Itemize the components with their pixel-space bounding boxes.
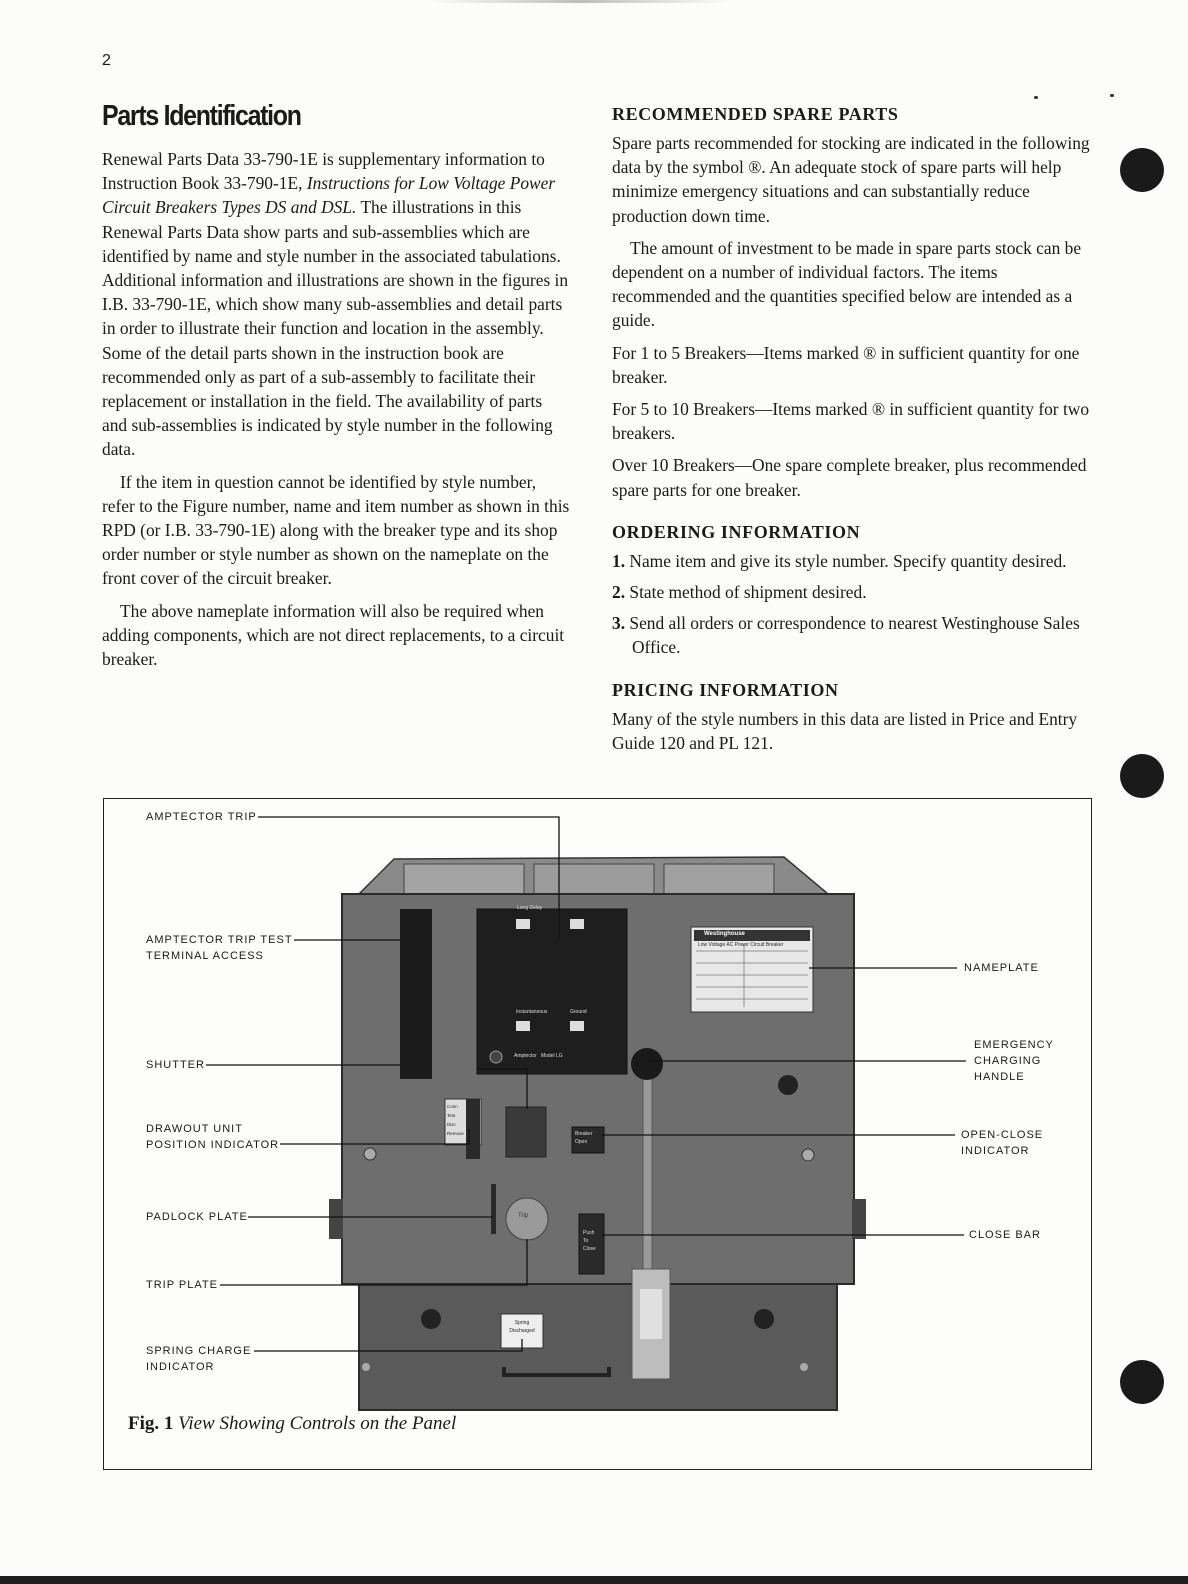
ordering-heading: ORDERING INFORMATION (612, 521, 861, 542)
scan-speck (1110, 94, 1114, 97)
nameplate-paragraph: The above nameplate information will also be required when adding components, which are not direct replacements, to a circuit breaker. (102, 600, 565, 670)
trip-switch-4 (570, 1021, 584, 1031)
callout-drawout-position: DRAWOUT UNIT POSITION INDICATOR (146, 1123, 280, 1151)
top-cover-right (664, 864, 774, 894)
nameplate-title: Low Voltage AC Power Circuit Breaker (698, 942, 784, 948)
charging-handle-grip (640, 1289, 662, 1339)
book-title: Instructions for Low Voltage Power Circuit Breakers Types DS and DSL. (102, 173, 556, 218)
position-slot (466, 1099, 480, 1159)
trip-dial (490, 1051, 502, 1063)
nameplate-brand: Westinghouse (704, 931, 745, 937)
lower-screw-left (362, 1363, 370, 1371)
callout-padlock-plate: PADLOCK PLATE (146, 1211, 248, 1223)
side-mount-left (329, 1199, 343, 1239)
callout-amptector-trip: AMPTECTOR TRIP (146, 811, 257, 823)
trip-switch-1 (516, 919, 530, 929)
spare-parts-heading: RECOMMENDED SPARE PARTS (612, 104, 899, 124)
callout-spring-charge: SPRING CHARGE INDICATOR (146, 1345, 252, 1373)
intro-text-1: Renewal Parts Data 33-790-1E is supplementary information to Instruction Book 33-790-1E, (102, 149, 545, 194)
lower-knob-left (421, 1309, 441, 1329)
panel-screw-left (364, 1148, 376, 1160)
lower-frame (359, 1284, 837, 1410)
shutter-strip (400, 909, 432, 1079)
amptector-trip-unit (477, 909, 627, 1074)
punch-hole-middle (1120, 754, 1164, 798)
charging-handle-shaft (643, 1064, 652, 1284)
callout-close-bar: CLOSE BAR (969, 1229, 1041, 1241)
ground-label: Ground (570, 1009, 587, 1015)
punch-hole-top (1120, 148, 1164, 192)
close-labels: Push To Close (583, 1230, 596, 1252)
trip-switch-2 (570, 919, 584, 929)
position-labels: Conn Test Disc Remove (447, 1104, 464, 1136)
panel-screw-right (802, 1149, 814, 1161)
callout-shutter: SHUTTER (146, 1059, 205, 1071)
left-column (102, 100, 570, 671)
amptector-model-label: Amptector Model LG (514, 1053, 563, 1059)
page-number: 2 (102, 52, 111, 69)
scan-edge-mark (430, 0, 730, 3)
callout-nameplate: NAMEPLATE (964, 962, 1039, 974)
figure-frame (103, 798, 1092, 1470)
intro-paragraph (102, 147, 570, 462)
list-item: 1. Name item and give its style number. Specify quantity desired. (612, 550, 1067, 571)
identification-paragraph: If the item in question cannot be identified by style number, refer to the Figure number, name and item number as shown in this RPD (or I.B. 33-790-1E) along with the breaker type and its shop order number or style number as shown on the nameplate on the front cover of the circuit breaker. (102, 471, 570, 589)
lower-screw-right (800, 1363, 808, 1371)
figure-caption: Fig. 1 View Showing Controls on the Panel (128, 1413, 457, 1434)
panel-knob-right (778, 1075, 798, 1095)
section-title: Parts Identification (102, 100, 301, 132)
list-item: 3. Send all orders or correspondence to nearest Westinghouse Sales Office. (612, 613, 1080, 658)
spare-parts-paragraph: Spare parts recommended for stocking are indicated in the following data by the symbol ®. An adequate stock of spare parts will help minimize emergency situations and can substantially reduce production down time. (612, 133, 1090, 226)
callout-emergency-handle: EMERGENCY CHARGING HANDLE (974, 1039, 1054, 1083)
intro-text-2: The illustrations in this Renewal Parts Data show parts and sub-assemblies which are identified by name and style number in the associated tabulations. Additional information and illustrations are shown in the figures in I.B. 33-790-1E, which show many sub-assemblies and detail parts in order to illustrate their function and location in the assembly. Some of the detail parts shown in the instruction book are recommended only as part of a sub-assembly to facilitate their replacement or installation in the field. The availability of parts and sub-assemblies is indicated by style number in the following data. (102, 197, 569, 460)
breakers-5-10: For 5 to 10 Breakers—Items marked ® in sufficient quantity for two breakers. (612, 399, 1090, 444)
long-delay-label: Long Delay (517, 905, 543, 911)
callout-open-close: OPEN-CLOSE INDICATOR (961, 1129, 1044, 1157)
callout-trip-test-access: AMPTECTOR TRIP TEST TERMINAL ACCESS (146, 934, 293, 962)
trip-switch-3 (516, 1021, 530, 1031)
breaker-open-labels: Breaker Open (575, 1131, 593, 1145)
trip-button (506, 1198, 548, 1240)
lower-knob-right (754, 1309, 774, 1329)
trip-label: Trip (518, 1213, 529, 1219)
top-cover-center (534, 864, 654, 894)
breakers-over-10: Over 10 Breakers—One spare complete breaker, plus recommended spare parts for one breaker. (612, 455, 1087, 500)
pricing-heading: PRICING INFORMATION (612, 679, 839, 700)
top-cover-left (404, 864, 524, 894)
ordering-list (612, 549, 1094, 660)
pricing-paragraph: Many of the style numbers in this data are listed in Price and Entry Guide 120 and PL 121. (612, 708, 1078, 753)
investment-paragraph: The amount of investment to be made in spare parts stock can be dependent on a number of individual factors. The items recommended and the quantities specified below are intended as a guide. (612, 237, 1082, 331)
instantaneous-label: Instantaneous (516, 1009, 548, 1015)
scan-bottom-edge (0, 1576, 1188, 1584)
charging-handle-knob (631, 1048, 663, 1080)
control-module (506, 1107, 546, 1157)
padlock-plate (491, 1184, 496, 1234)
list-item: 2. State method of shipment desired. (612, 582, 867, 603)
scan-speck (1034, 96, 1038, 99)
side-mount-right (852, 1199, 866, 1239)
punch-hole-bottom (1120, 1360, 1164, 1404)
right-column (612, 104, 1094, 755)
spring-labels: Spring Discharged (509, 1320, 535, 1334)
callout-trip-plate: TRIP PLATE (146, 1279, 218, 1291)
breakers-1-5: For 1 to 5 Breakers—Items marked ® in sufficient quantity for one breaker. (612, 342, 1080, 387)
